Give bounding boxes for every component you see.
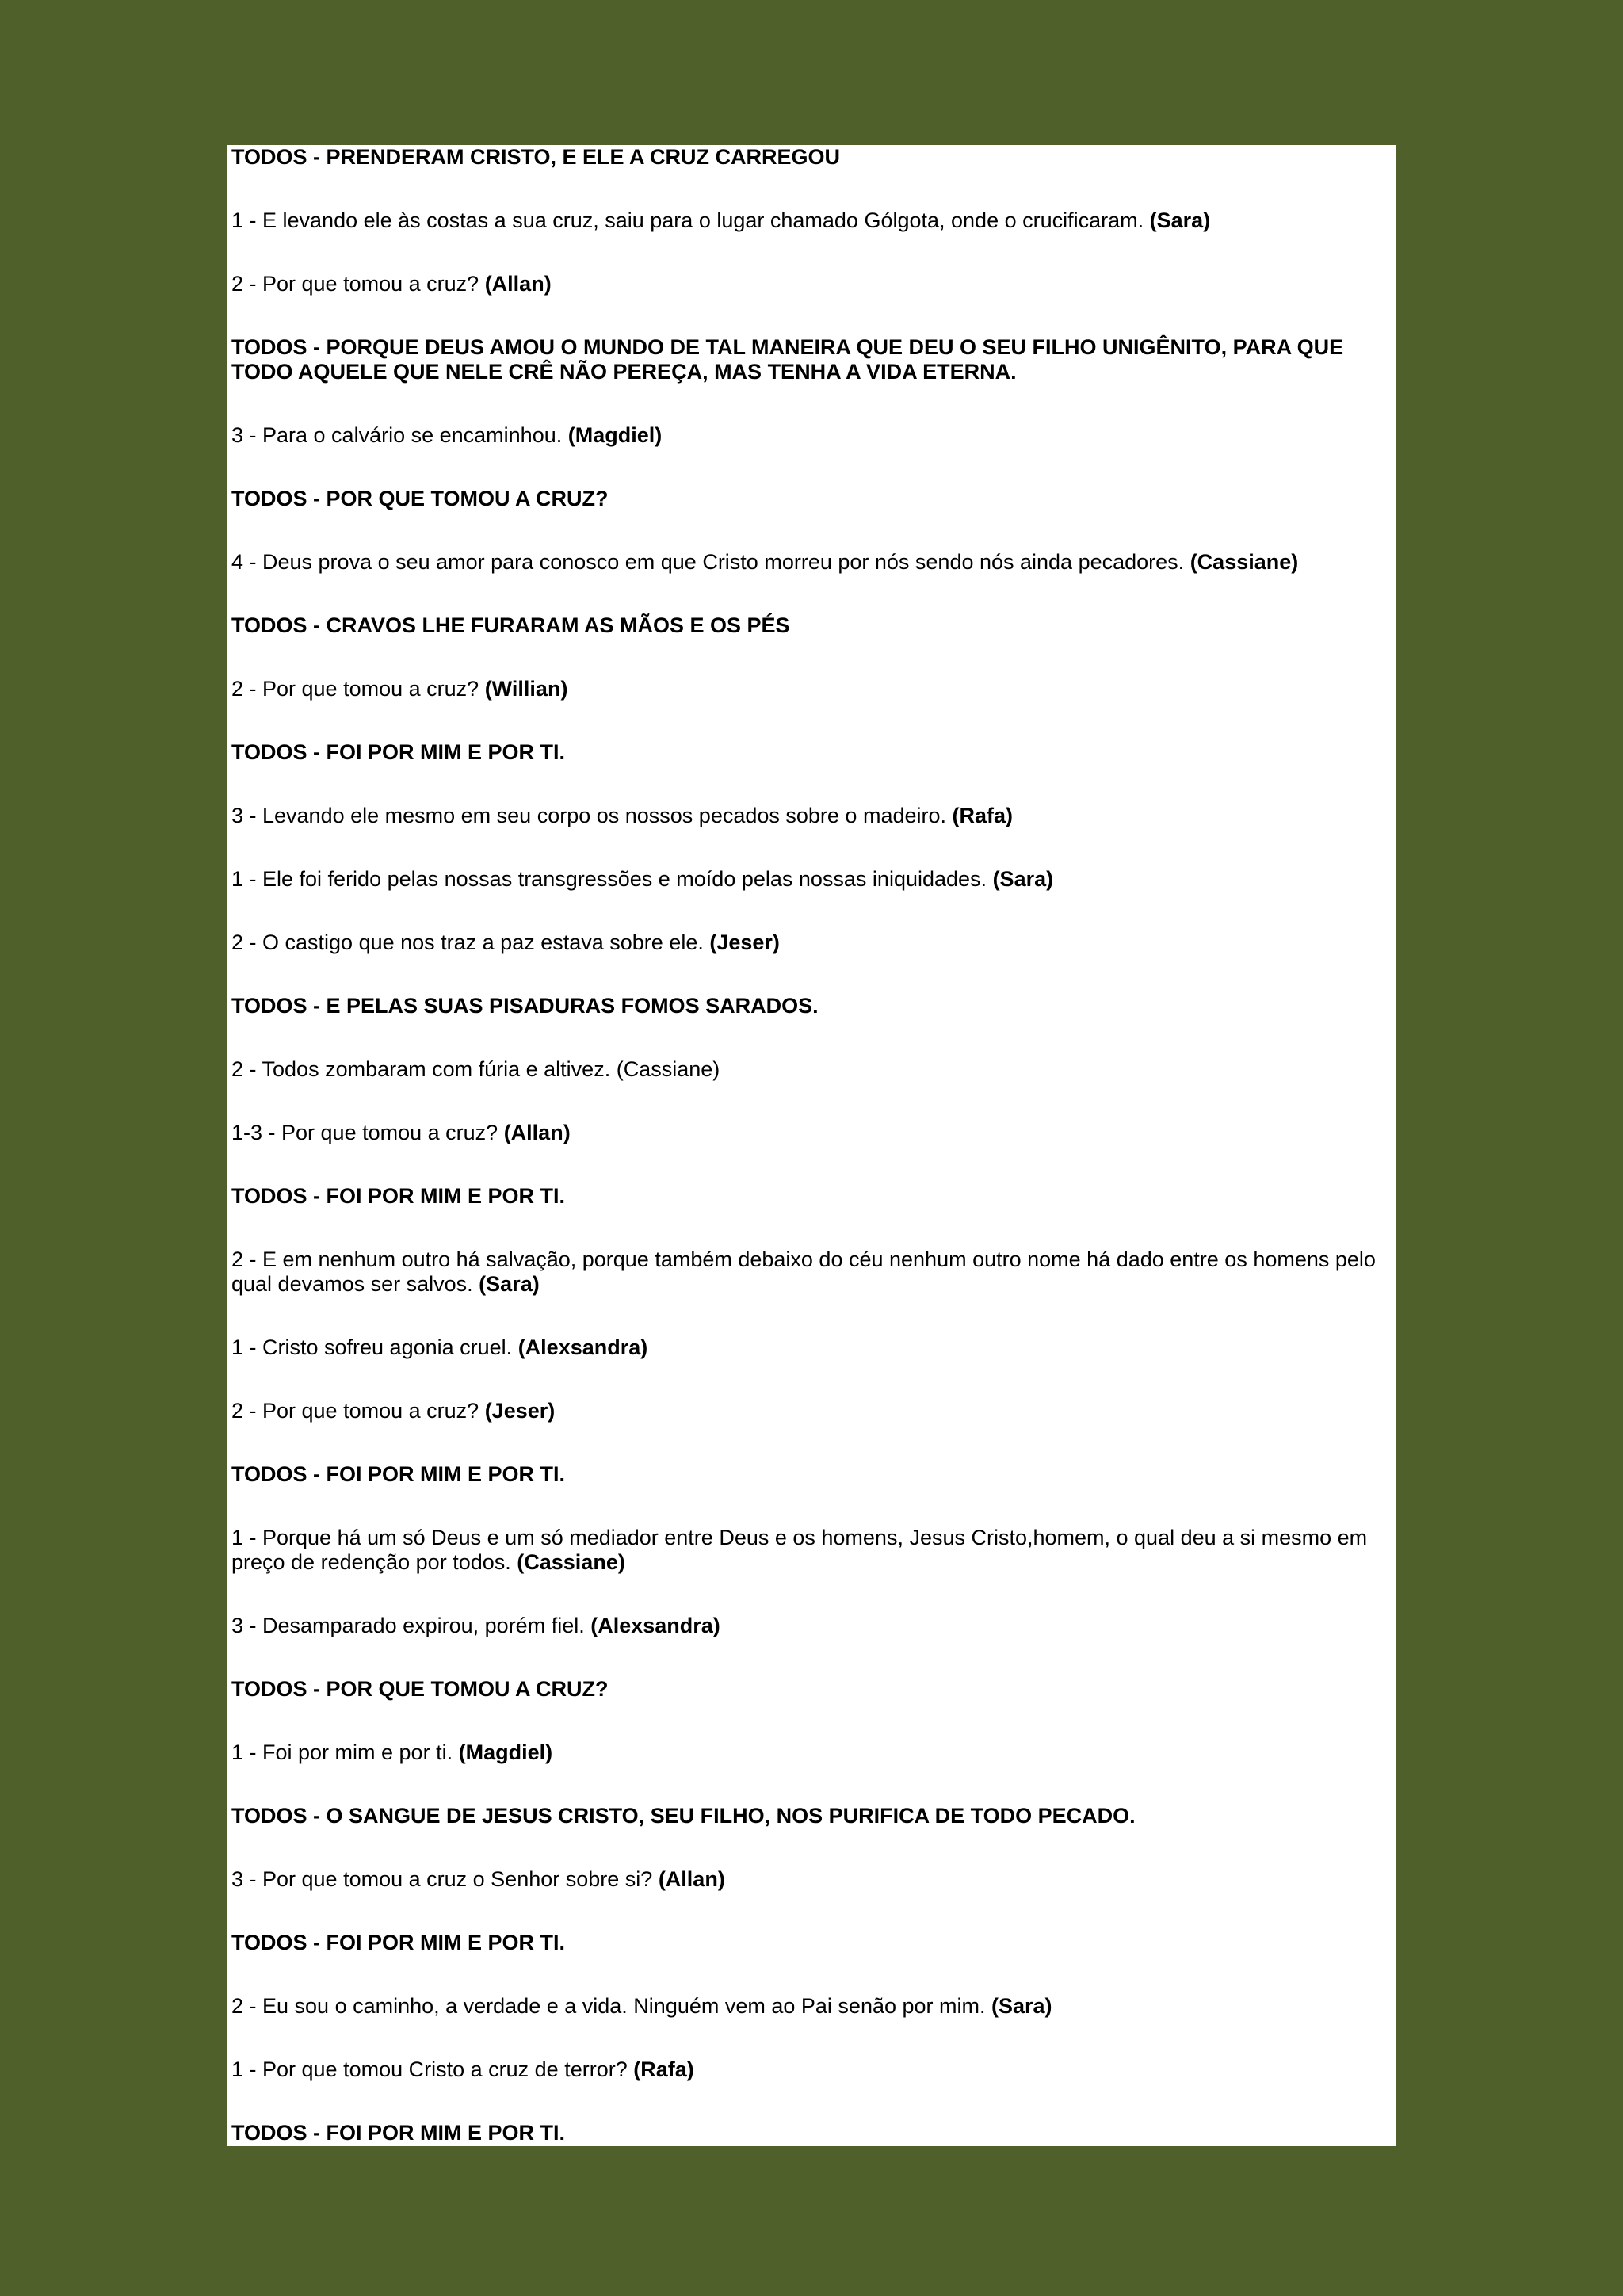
- script-line: [231, 1526, 1392, 1575]
- speaker-name: (Rafa): [633, 2057, 694, 2081]
- speaker-name: (Sara): [991, 1994, 1052, 2018]
- speaker-name: (Alexsandra): [517, 1335, 648, 1359]
- speaker-name: (Magdiel): [567, 423, 663, 447]
- speaker-name: (Alexsandra): [590, 1614, 720, 1637]
- line-text: 1 - Cristo sofreu agonia cruel.: [231, 1335, 513, 1359]
- line-text: 2 - Eu sou o caminho, a verdade e a vida. Ninguém vem ao Pai senão por mim.: [231, 1994, 986, 2018]
- line-text: TODOS - FOI POR MIM E POR TI.: [231, 1931, 566, 1954]
- script-line: [231, 1931, 1392, 1955]
- line-text: 1 - Por que tomou Cristo a cruz de terror?: [231, 2057, 628, 2081]
- script-line: [231, 550, 1392, 575]
- script-line: [231, 613, 1392, 638]
- document-page: [227, 145, 1396, 2146]
- line-text: 2 - E em nenhum outro há salvação, porque também debaixo do céu nenhum outro nome há dado entre os homens pelo qual devamos ser salvos.: [231, 1247, 1376, 1296]
- line-text: TODOS - CRAVOS LHE FURARAM AS MÃOS E OS PÉS: [231, 613, 790, 637]
- line-text: 1-3 - Por que tomou a cruz?: [231, 1121, 498, 1144]
- speaker-name: (Allan): [658, 1867, 725, 1891]
- script-line: [231, 208, 1392, 233]
- line-text: TODOS - POR QUE TOMOU A CRUZ?: [231, 1677, 609, 1701]
- script-line: [231, 1335, 1392, 1360]
- line-text: 1 - E levando ele às costas a sua cruz, saiu para o lugar chamado Gólgota, onde o crucificaram.: [231, 208, 1144, 232]
- speaker-name: (Willian): [484, 677, 568, 701]
- script-line: [231, 1184, 1392, 1209]
- line-text: TODOS - FOI POR MIM E POR TI.: [231, 740, 566, 764]
- script-line: [231, 677, 1392, 701]
- script-line: [231, 1804, 1392, 1828]
- script-line: [231, 1994, 1392, 2019]
- script-line: [231, 2121, 1392, 2145]
- script-line: [231, 145, 1392, 170]
- script-line: [231, 1399, 1392, 1423]
- speaker-name: (Sara): [479, 1272, 540, 1296]
- line-text: 2 - Por que tomou a cruz?: [231, 272, 479, 296]
- script-line: [231, 272, 1392, 296]
- script-line: [231, 867, 1392, 892]
- script-line: [231, 1614, 1392, 1638]
- line-text: 1 - Ele foi ferido pelas nossas transgressões e moído pelas nossas iniquidades.: [231, 867, 987, 891]
- line-text: 3 - Para o calvário se encaminhou.: [231, 423, 563, 447]
- speaker-name: (Cassiane): [1190, 550, 1299, 574]
- script-line: [231, 994, 1392, 1018]
- speaker-name: (Allan): [503, 1121, 571, 1144]
- line-text: 4 - Deus prova o seu amor para conosco em que Cristo morreu por nós sendo nós ainda pecadores.: [231, 550, 1185, 574]
- line-text: TODOS - POR QUE TOMOU A CRUZ?: [231, 487, 609, 510]
- script-line: [231, 1867, 1392, 1892]
- line-text: 2 - Todos zombaram com fúria e altivez. (Cassiane): [231, 1057, 720, 1081]
- line-text: TODOS - O SANGUE DE JESUS CRISTO, SEU FILHO, NOS PURIFICA DE TODO PECADO.: [231, 1804, 1136, 1828]
- script-line: [231, 1121, 1392, 1145]
- line-text: TODOS - E PELAS SUAS PISADURAS FOMOS SARADOS.: [231, 994, 819, 1018]
- line-text: 3 - Desamparado expirou, porém fiel.: [231, 1614, 585, 1637]
- line-text: 2 - Por que tomou a cruz?: [231, 1399, 479, 1423]
- speaker-name: (Sara): [992, 867, 1054, 891]
- speaker-name: (Allan): [484, 272, 552, 296]
- script-line: [231, 487, 1392, 511]
- speaker-name: (Cassiane): [517, 1550, 625, 1574]
- line-text: TODOS - FOI POR MIM E POR TI.: [231, 2121, 566, 2145]
- line-text: 3 - Por que tomou a cruz o Senhor sobre si?: [231, 1867, 653, 1891]
- line-text: TODOS - PORQUE DEUS AMOU O MUNDO DE TAL MANEIRA QUE DEU O SEU FILHO UNIGÊNITO, PARA QUE TODO AQUELE QUE NELE CRÊ NÃO PEREÇA, MAS TENHA A VIDA ETERNA.: [231, 335, 1344, 384]
- script-line: [231, 1462, 1392, 1487]
- speaker-name: (Jeser): [484, 1399, 556, 1423]
- script-line: [231, 804, 1392, 828]
- script-line: [231, 1057, 1392, 1082]
- script-line: [231, 1247, 1392, 1297]
- line-text: 1 - Porque há um só Deus e um só mediador entre Deus e os homens, Jesus Cristo,homem, o qual deu a si mesmo em preço de redenção por todos.: [231, 1526, 1368, 1574]
- line-text: 2 - Por que tomou a cruz?: [231, 677, 479, 701]
- script-line: [231, 2057, 1392, 2082]
- script-line: [231, 1740, 1392, 1765]
- line-text: TODOS - PRENDERAM CRISTO, E ELE A CRUZ CARREGOU: [231, 145, 841, 169]
- line-text: 2 - O castigo que nos traz a paz estava sobre ele.: [231, 930, 704, 954]
- speaker-name: (Sara): [1149, 208, 1211, 232]
- line-text: 1 - Foi por mim e por ti.: [231, 1740, 453, 1764]
- script-line: [231, 930, 1392, 955]
- script-line: [231, 335, 1392, 384]
- line-text: 3 - Levando ele mesmo em seu corpo os nossos pecados sobre o madeiro.: [231, 804, 946, 827]
- speaker-name: (Rafa): [952, 804, 1014, 827]
- script-line: [231, 423, 1392, 448]
- speaker-name: (Magdiel): [458, 1740, 553, 1764]
- script-line: [231, 740, 1392, 765]
- line-text: TODOS - FOI POR MIM E POR TI.: [231, 1462, 566, 1486]
- speaker-name: (Jeser): [709, 930, 780, 954]
- script-line: [231, 1677, 1392, 1702]
- line-text: TODOS - FOI POR MIM E POR TI.: [231, 1184, 566, 1208]
